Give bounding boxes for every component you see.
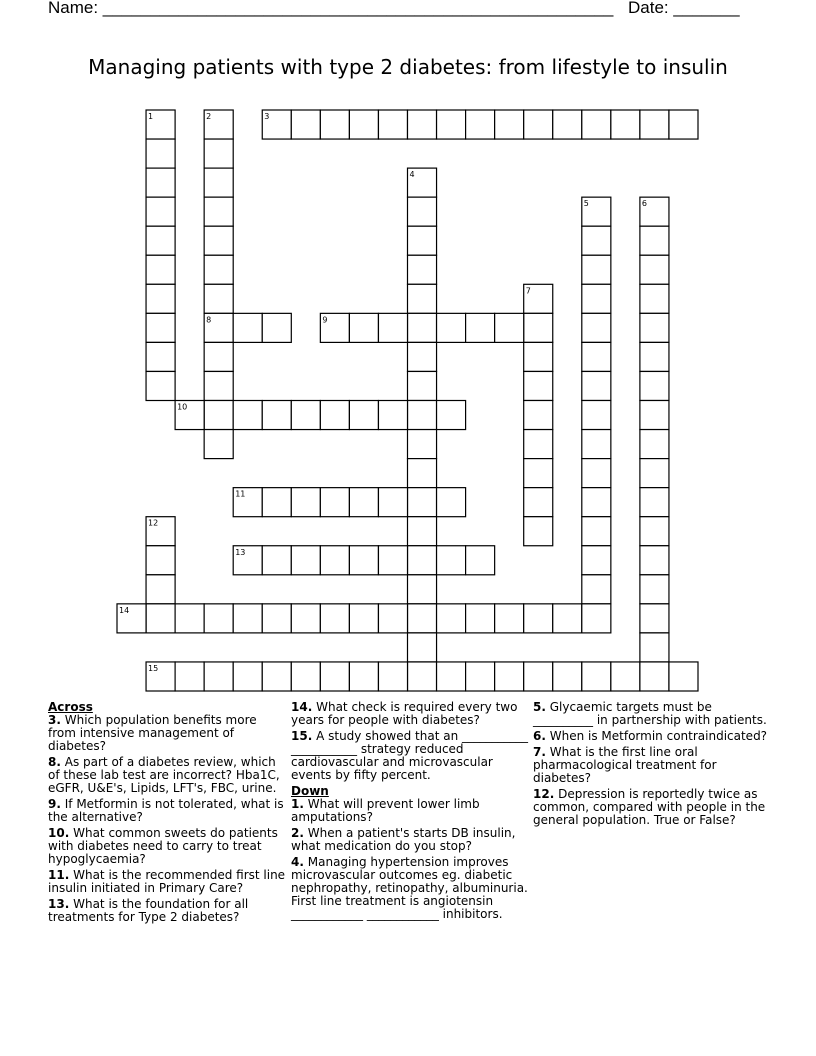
grid-cell[interactable]: [640, 255, 669, 284]
grid-cell[interactable]: [233, 401, 262, 430]
grid-cell[interactable]: [262, 313, 291, 342]
clue-number: 7: [525, 286, 531, 296]
grid-cell[interactable]: [320, 662, 349, 691]
clue-across-3: 3. Which population benefits more from intensive management of diabetes?: [48, 713, 257, 753]
grid-cell[interactable]: [582, 546, 611, 575]
grid-cell[interactable]: [378, 313, 407, 342]
grid-cell[interactable]: [262, 662, 291, 691]
grid-cell[interactable]: [146, 197, 175, 226]
grid-cell[interactable]: [553, 662, 582, 691]
grid-cell[interactable]: [408, 284, 437, 313]
clue-number: 13: [235, 547, 246, 557]
grid-cell[interactable]: [204, 255, 233, 284]
clue-number: 15: [148, 663, 159, 673]
clue-down-7: 7. What is the first line oral pharmacological treatment for diabetes?: [533, 745, 717, 785]
grid-cell[interactable]: [640, 313, 669, 342]
grid-cell[interactable]: [320, 604, 349, 633]
grid-cell[interactable]: [640, 517, 669, 546]
grid-cell[interactable]: [524, 604, 553, 633]
grid-cell[interactable]: [233, 662, 262, 691]
grid-cell[interactable]: [408, 371, 437, 400]
grid-cell[interactable]: [582, 604, 611, 633]
grid-cell[interactable]: [582, 662, 611, 691]
grid-cell[interactable]: [146, 226, 175, 255]
grid-cell[interactable]: [204, 168, 233, 197]
grid-cell[interactable]: [640, 284, 669, 313]
name-field[interactable]: Name: ______________________________________________________: [48, 0, 614, 17]
grid-cell[interactable]: [640, 430, 669, 459]
grid-cell[interactable]: [146, 284, 175, 313]
grid-cell[interactable]: [640, 662, 669, 691]
down-heading: Down: [291, 784, 329, 798]
grid-cell[interactable]: [408, 459, 437, 488]
clue-across-13: 13. What is the foundation for all treatments for Type 2 diabetes?: [48, 897, 249, 924]
grid-cell[interactable]: [437, 401, 466, 430]
grid-cell[interactable]: [524, 488, 553, 517]
grid-cell[interactable]: [408, 226, 437, 255]
grid-cell[interactable]: [640, 342, 669, 371]
clue-down-12: 12. Depression is reportedly twice as common, compared with people in the general population. True or False?: [533, 787, 766, 827]
clue-number: 2: [206, 112, 212, 121]
grid-cell[interactable]: [262, 110, 291, 139]
grid-cell[interactable]: [262, 401, 291, 430]
grid-cell[interactable]: [204, 226, 233, 255]
grid-cell[interactable]: [524, 371, 553, 400]
grid-cell[interactable]: [262, 488, 291, 517]
clue-down-5: 5. Glycaemic targets must be __________ in partnership with patients.: [533, 700, 767, 727]
grid-cell[interactable]: [640, 197, 669, 226]
grid-cell[interactable]: [408, 517, 437, 546]
clue-across-11: 11. What is the recommended first line insulin initiated in Primary Care?: [48, 868, 286, 895]
clue-across-8: 8. As part of a diabetes review, which of these lab test are incorrect? Hba1C, eGFR, U&E's, Lipids, LFT's, FBC, urine.: [48, 755, 280, 795]
grid-cell[interactable]: [204, 110, 233, 139]
grid-cell[interactable]: [233, 604, 262, 633]
grid-cell[interactable]: [378, 110, 407, 139]
grid-cell[interactable]: [408, 342, 437, 371]
grid-cell[interactable]: [291, 488, 320, 517]
grid-cell[interactable]: [408, 430, 437, 459]
grid-cell[interactable]: [320, 546, 349, 575]
grid-cell[interactable]: [204, 139, 233, 168]
grid-cell[interactable]: [408, 546, 437, 575]
grid-cell[interactable]: [611, 662, 640, 691]
grid-cell[interactable]: [437, 313, 466, 342]
grid-cell[interactable]: [640, 604, 669, 633]
grid-cell[interactable]: [408, 575, 437, 604]
grid-cell[interactable]: [582, 430, 611, 459]
grid-cell[interactable]: [233, 488, 262, 517]
grid-cell[interactable]: [582, 342, 611, 371]
grid-cell[interactable]: [582, 226, 611, 255]
grid-cell[interactable]: [437, 546, 466, 575]
grid-cell[interactable]: [408, 604, 437, 633]
grid-cell[interactable]: [582, 313, 611, 342]
grid-cell[interactable]: [146, 517, 175, 546]
grid-cell[interactable]: [408, 197, 437, 226]
grid-cell[interactable]: [349, 662, 378, 691]
clue-across-9: 9. If Metformin is not tolerated, what is the alternative?: [48, 797, 284, 824]
grid-cell[interactable]: [640, 401, 669, 430]
grid-cell[interactable]: [378, 401, 407, 430]
clue-across-15: 15. A study showed that an ___________ ___________ strategy reduced cardiovascular and microvascular events by fifty percent.: [291, 729, 528, 782]
grid-cell[interactable]: [524, 342, 553, 371]
grid-cell[interactable]: [204, 662, 233, 691]
grid-cell[interactable]: [582, 517, 611, 546]
grid-cell[interactable]: [437, 662, 466, 691]
grid-cell[interactable]: [640, 633, 669, 662]
grid-cell[interactable]: [582, 488, 611, 517]
clue-number: 10: [177, 402, 188, 412]
grid-cell[interactable]: [437, 604, 466, 633]
clue-number: 9: [322, 315, 328, 325]
grid-cell[interactable]: [524, 110, 553, 139]
grid-cell[interactable]: [669, 662, 698, 691]
grid-cell[interactable]: [582, 371, 611, 400]
grid-cell[interactable]: [378, 488, 407, 517]
grid-cell[interactable]: [233, 313, 262, 342]
grid-cell[interactable]: [146, 371, 175, 400]
grid-cell[interactable]: [524, 662, 553, 691]
clue-number: 1: [148, 112, 154, 121]
grid-cell[interactable]: [640, 110, 669, 139]
grid-cell[interactable]: [582, 459, 611, 488]
clue-number: 3: [264, 112, 270, 121]
grid-cell[interactable]: [204, 284, 233, 313]
grid-cell[interactable]: [640, 226, 669, 255]
grid-cell[interactable]: [204, 342, 233, 371]
grid-cell[interactable]: [204, 313, 233, 342]
grid-cell[interactable]: [437, 110, 466, 139]
grid-cell[interactable]: [582, 255, 611, 284]
grid-cell[interactable]: [611, 110, 640, 139]
page-title: Managing patients with type 2 diabetes: from lifestyle to insulin: [88, 55, 728, 79]
grid-cell[interactable]: [669, 110, 698, 139]
grid-cell[interactable]: [349, 110, 378, 139]
grid-cell[interactable]: [204, 401, 233, 430]
grid-cell[interactable]: [349, 401, 378, 430]
clue-down-2: 2. When a patient's starts DB insulin, what medication do you stop?: [291, 826, 516, 853]
grid-cell[interactable]: [146, 255, 175, 284]
grid-cell[interactable]: [640, 575, 669, 604]
clue-down-1: 1. What will prevent lower limb amputations?: [291, 797, 480, 824]
grid-cell[interactable]: [640, 488, 669, 517]
grid-cell[interactable]: [553, 110, 582, 139]
grid-cell[interactable]: [291, 604, 320, 633]
clue-down-4: 4. Managing hypertension improves microvascular outcomes eg. diabetic nephropathy, retinopathy, albuminuria. First line treatment is angiotensin ____________ ____________ inhibitors.: [291, 855, 528, 921]
grid-cell[interactable]: [175, 604, 204, 633]
grid-cell[interactable]: [495, 110, 524, 139]
grid-cell[interactable]: [553, 604, 582, 633]
grid-cell[interactable]: [524, 430, 553, 459]
grid-cell[interactable]: [524, 284, 553, 313]
grid-cell[interactable]: [146, 604, 175, 633]
grid-cell[interactable]: [495, 313, 524, 342]
grid-cell[interactable]: [495, 604, 524, 633]
grid-cell[interactable]: [262, 604, 291, 633]
grid-cell[interactable]: [320, 313, 349, 342]
grid-cell[interactable]: [320, 488, 349, 517]
clue-number: 8: [206, 315, 212, 325]
grid-cell[interactable]: [291, 401, 320, 430]
grid-cell[interactable]: [582, 284, 611, 313]
grid-cell[interactable]: [146, 662, 175, 691]
clue-number: 14: [119, 605, 130, 615]
grid-cell[interactable]: [320, 110, 349, 139]
grid-cell[interactable]: [408, 110, 437, 139]
clue-column-1: [48, 701, 286, 927]
grid-cell[interactable]: [524, 517, 553, 546]
grid-cell[interactable]: [378, 604, 407, 633]
grid-cell[interactable]: [146, 313, 175, 342]
grid-cell[interactable]: [291, 110, 320, 139]
clue-number: 6: [641, 199, 647, 209]
grid-cell[interactable]: [408, 662, 437, 691]
grid-cell[interactable]: [146, 575, 175, 604]
grid-cell[interactable]: [640, 371, 669, 400]
clue-down-6: 6. When is Metformin contraindicated?: [533, 729, 768, 743]
grid-cell[interactable]: [408, 633, 437, 662]
grid-cell[interactable]: [291, 546, 320, 575]
clue-number: 12: [148, 518, 159, 528]
grid-cell[interactable]: [204, 604, 233, 633]
grid-cell[interactable]: [408, 488, 437, 517]
grid-cell[interactable]: [408, 255, 437, 284]
grid-cell[interactable]: [349, 546, 378, 575]
grid-cell[interactable]: [582, 401, 611, 430]
grid-cell[interactable]: [378, 546, 407, 575]
grid-cell[interactable]: [437, 488, 466, 517]
grid-cell[interactable]: [204, 371, 233, 400]
grid-cell[interactable]: [291, 662, 320, 691]
grid-cell[interactable]: [146, 546, 175, 575]
grid-cell[interactable]: [408, 401, 437, 430]
grid-cell[interactable]: [349, 604, 378, 633]
clue-number: 11: [235, 489, 246, 499]
grid-cell[interactable]: [640, 546, 669, 575]
grid-cell[interactable]: [233, 546, 262, 575]
clue-column-2: [291, 701, 529, 924]
grid-cell[interactable]: [466, 662, 495, 691]
clue-number: 5: [583, 199, 589, 209]
grid-cell[interactable]: [582, 575, 611, 604]
grid-cell[interactable]: [524, 313, 553, 342]
clue-column-3: [533, 701, 771, 830]
grid-cell[interactable]: [175, 401, 204, 430]
header: [48, 0, 748, 22]
grid-cell[interactable]: [349, 313, 378, 342]
grid-cell[interactable]: [204, 197, 233, 226]
grid-cell[interactable]: [524, 401, 553, 430]
clue-across-10: 10. What common sweets do patients with diabetes need to carry to treat hypoglycaemia?: [48, 826, 278, 866]
grid-cell[interactable]: [582, 197, 611, 226]
grid-cell[interactable]: [408, 313, 437, 342]
grid-cell[interactable]: [262, 546, 291, 575]
grid-cell[interactable]: [640, 459, 669, 488]
grid-cell[interactable]: [204, 430, 233, 459]
grid-cell[interactable]: [466, 604, 495, 633]
grid-cell[interactable]: [466, 546, 495, 575]
grid-cell[interactable]: [146, 342, 175, 371]
grid-cell[interactable]: [524, 459, 553, 488]
grid-cell[interactable]: [495, 662, 524, 691]
grid-cell[interactable]: [582, 110, 611, 139]
date-field[interactable]: Date: _______: [628, 0, 740, 17]
grid-cell[interactable]: [146, 168, 175, 197]
grid-cell[interactable]: [146, 110, 175, 139]
grid-cell[interactable]: [408, 168, 437, 197]
grid-cell[interactable]: [466, 110, 495, 139]
grid-cell[interactable]: [146, 139, 175, 168]
grid-cell[interactable]: [175, 662, 204, 691]
grid-cell[interactable]: [320, 401, 349, 430]
grid-cell[interactable]: [349, 488, 378, 517]
clue-across-14: 14. What check is required every two years for people with diabetes?: [291, 700, 518, 727]
across-heading: Across: [48, 700, 93, 714]
clue-number: 4: [409, 170, 415, 180]
grid-cell[interactable]: [117, 604, 146, 633]
grid-cell[interactable]: [378, 662, 407, 691]
grid-cell[interactable]: [466, 313, 495, 342]
